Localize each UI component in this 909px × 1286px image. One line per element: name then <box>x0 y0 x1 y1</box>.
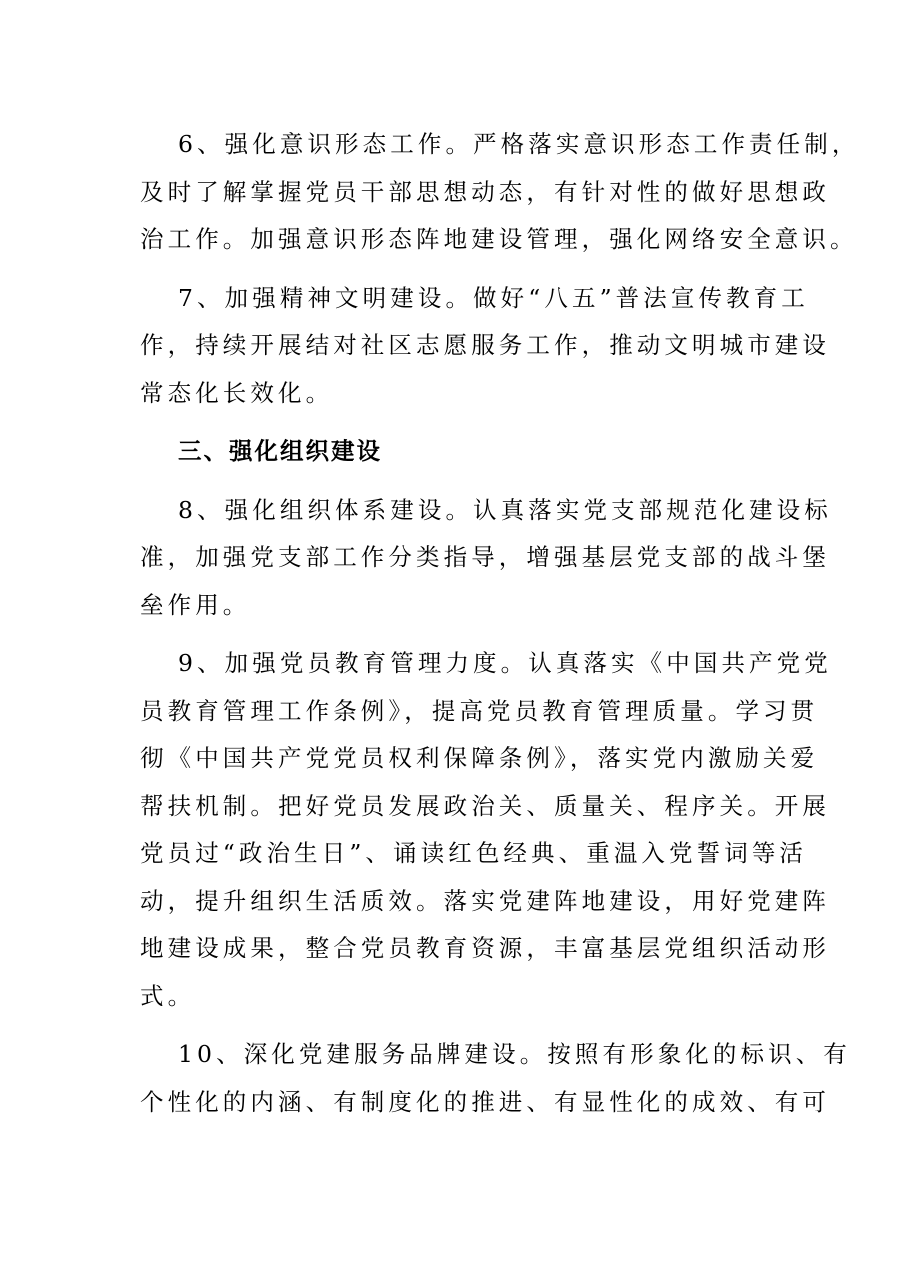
paragraph-line: 8、强化组织体系建设。认真落实党支部规范化建设标 <box>178 495 832 524</box>
paragraph-line: 常态化长效化。 <box>140 378 334 407</box>
paragraph-line: 7、加强精神文明建设。做好“八五”普法宣传教育工 <box>178 283 809 312</box>
paragraph-10-service-brand <box>140 1031 851 1126</box>
heading-text: 三、强化组织建设 <box>178 437 382 465</box>
paragraph-9-member-education <box>140 640 832 1020</box>
paragraph-7-civilization-building <box>140 275 830 418</box>
paragraph-line: 式。 <box>140 981 196 1010</box>
paragraph-line: 6、强化意识形态工作。严格落实意识形态工作责任制， <box>178 130 860 158</box>
paragraph-6-ideology-work <box>140 121 860 264</box>
paragraph-line: 员教育管理工作条例》，提高党员教育管理质量。学习贯 <box>140 696 819 725</box>
paragraph-line: 9、加强党员教育管理力度。认真落实《中国共产党党 <box>178 649 832 677</box>
paragraph-line: 个性化的内涵、有制度化的推进、有显性化的成效、有可 <box>140 1087 830 1116</box>
paragraph-line: 地建设成果，整合党员教育资源，丰富基层党组织活动形 <box>140 934 830 962</box>
document-body <box>140 121 860 1137</box>
paragraph-line: 动，提升组织生活质效。落实党建阵地建设，用好党建阵 <box>140 886 830 915</box>
paragraph-line: 帮扶机制。把好党员发展政治关、质量关、程序关。开展 <box>140 791 830 820</box>
paragraph-line: 10、深化党建服务品牌建设。按照有形象化的标识、有 <box>178 1040 851 1068</box>
paragraph-8-organization-system <box>140 487 832 630</box>
paragraph-line: 垒作用。 <box>140 590 251 619</box>
paragraph-line: 治工作。加强意识形态阵地建设管理，强化网络安全意识。 <box>140 225 858 253</box>
section-heading-organization <box>140 428 780 476</box>
paragraph-line: 党员过“政治生日”、诵读红色经典、重温入党誓词等活 <box>140 839 808 867</box>
paragraph-line: 作，持续开展结对社区志愿服务工作，推动文明城市建设 <box>140 331 830 359</box>
paragraph-line: 彻《中国共产党党员权利保障条例》，落实党内激励关爱 <box>140 744 819 772</box>
paragraph-line: 及时了解掌握党员干部思想动态，有针对性的做好思想政 <box>140 177 830 206</box>
paragraph-line: 准，加强党支部工作分类指导，增强基层党支部的战斗堡 <box>140 543 830 571</box>
